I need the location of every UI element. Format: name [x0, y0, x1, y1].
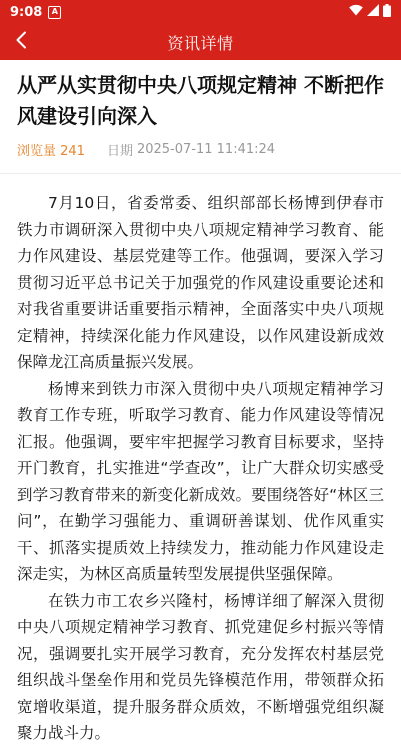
status-bar	[0, 0, 401, 24]
article-body	[17, 190, 384, 747]
status-time: 9:08	[10, 4, 43, 20]
wifi-icon	[349, 4, 363, 20]
article-title: 从严从实贯彻中央八项规定精神 不断把作风建设引向深入	[17, 73, 384, 128]
signal-icon	[367, 4, 379, 20]
article-content	[0, 60, 401, 747]
article-meta	[17, 140, 384, 159]
date-value: 2025-07-11 11:41:24	[136, 142, 276, 157]
chevron-left-icon	[15, 31, 27, 53]
views-count: 浏览量 241	[17, 144, 85, 159]
divider	[0, 173, 401, 174]
page-title: 资讯详情	[167, 33, 234, 53]
status-icons	[349, 4, 391, 21]
app-bar	[0, 24, 401, 60]
article-paragraph: 7月10日，省委常委、组织部部长杨博到伊春市铁力市调研深入贯彻中央八项规定精神学习教育、能力作风建设、基层党建等工作。他强调，要深入学习贯彻习近平总书记关于加强党的作风建设重要论述和对我省重要讲话重要指示精神，全面落实中央八项规定精神，持续深化能力作风建设，以作风建设新成效保障龙江高质量振兴发展。	[17, 194, 384, 371]
article-paragraph: 在铁力市工农乡兴隆村，杨博详细了解深入贯彻中央八项规定精神学习教育、抓党建促乡村振兴等情况，强调要扎实开展学习教育，充分发挥农村基层党组织战斗堡垒作用和党员先锋模范作用，带领群众拓宽增收渠道，提升服务群众质效，不断增强党组织凝聚力战斗力。	[17, 591, 384, 742]
date-label: 日期	[106, 144, 133, 159]
back-button[interactable]	[6, 27, 36, 57]
article-paragraph: 杨博来到铁力市深入贯彻中央八项规定精神学习教育工作专班，听取学习教育、能力作风建设等情况汇报。他强调，要牢牢把握学习教育目标要求，坚持开门教育，扎实推进“学查改”，让广大群众切实感受到学习教育带来的新变化新成效。要围绕答好“林区三问”，在勤学习强能力、重调研善谋划、优作风重实干、抓落实提质效上持续发力，推动能力作风建设走深走实，为林区高质量转型发展提供坚强保障。	[17, 379, 384, 583]
notification-a-icon: A	[48, 6, 61, 19]
battery-icon	[383, 4, 391, 21]
